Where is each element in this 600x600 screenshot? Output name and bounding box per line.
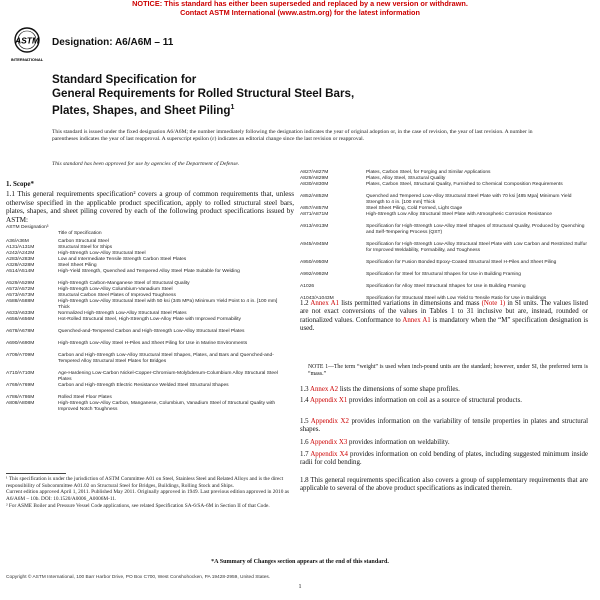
spec-designation: A786/A786M	[6, 395, 35, 400]
svg-text:ASTM: ASTM	[14, 35, 40, 46]
spec-designation: A573/A573M	[6, 293, 35, 298]
title-line-3: Plates, Shapes, and Sheet Piling	[52, 103, 231, 117]
paragraph-1-8: 1.8 This general requirements specification also covers a group of supplementary requirements that are applicable to several of the above product specifications as indicated therein.	[300, 477, 588, 493]
notice-line-2: Contact ASTM International (www.astm.org) for the latest information	[180, 7, 420, 17]
spec-designation: A131/A131M	[6, 245, 35, 250]
defense-approval-note: This standard has been approved for use by agencies of the Department of Defense.	[52, 161, 240, 167]
spec-title: High-Strength Low-Alloy Steel H-Piles and Sheet Piling for Use in Marine Environments	[58, 341, 248, 346]
paragraph-1-3: 1.3 Annex A2 lists the dimensions of some shape profiles.	[300, 386, 460, 393]
spec-designation: A514/A514M	[6, 269, 35, 274]
spec-title: High-Strength Low-Alloy Carbon, Manganese, Columbium, Vanadium Steel of Structural Quality with Improved Notch Toughness	[58, 401, 276, 412]
spec-designation: A709/A709M	[6, 353, 35, 358]
copyright-line: Copyright © ASTM International, 100 Barr Harbor Drive, PO Box C700, West Conshohocken, PA 19428-2959, United States.	[6, 575, 271, 580]
title-line-2: General Requirements for Rolled Structural Steel Bars,	[52, 87, 355, 100]
spec-title: High-Strength Low-Alloy Structural Steel	[58, 251, 146, 256]
spec-designation: A945/A945M	[300, 242, 329, 247]
appendix-x2-link[interactable]: Appendix X2	[310, 418, 349, 425]
spec-designation: A710/A710M	[6, 371, 35, 376]
spec-designation: A656/A656M	[6, 317, 35, 322]
scope-heading: 1. Scope*	[6, 180, 34, 188]
paragraph-1-7: 1.7 Appendix X4 provides information on cold bending of plates, including suggested minimum inside radii for cold bending.	[300, 451, 588, 467]
spec-designation: A829/A829M	[300, 176, 329, 181]
spec-title: Carbon and High-Strength Electric Resistance Welded Steel Structural Shapes	[58, 383, 229, 388]
note-1-link[interactable]: (Note 1)	[481, 300, 506, 307]
spec-title: Quenched-and-Tempered Carbon and High-Strength Low-Alloy Structural Steel Plates	[58, 329, 245, 334]
spec-designation: A827/A827M	[300, 170, 329, 175]
spec-designation: A857/A857M	[300, 206, 329, 211]
spec-title: High-Yield Strength, Quenched and Tempered Alloy Steel Plate Suitable for Welding	[58, 269, 240, 274]
spec-title: Low and Intermediate Tensile Strength Carbon Steel Plates	[58, 257, 187, 262]
spec-designation: A852/A852M	[300, 194, 329, 199]
svg-text:INTERNATIONAL: INTERNATIONAL	[10, 57, 44, 62]
spec-designation: A328/A328M	[6, 263, 35, 268]
spec-title: Specification for Fusion Bonded Epoxy-Coated Structural Steel H-Piles and Sheet Piling	[366, 260, 557, 265]
spec-title: Specification for Structural Steel with Low Yield to Tensile Ratio for Use in Buildings	[366, 296, 547, 301]
spec-designation: A633/A633M	[6, 311, 35, 316]
paragraph-1-4: 1.4 Appendix X1 provides information on coil as a source of structural products.	[300, 397, 523, 404]
summary-of-changes-note: *A Summary of Changes section appears at the end of this standard.	[211, 559, 389, 565]
spec-designation: A871/A871M	[300, 212, 329, 217]
paragraph-1-6: 1.6 Appendix X3 provides information on weldability.	[300, 439, 450, 446]
notice-line-1: NOTICE: This standard has either been superseded and replaced by a new version or withdrawn.	[132, 0, 468, 8]
appendix-x1-link[interactable]: Appendix X1	[309, 397, 348, 404]
spec-title: Plates, Alloy Steel, Structural Quality	[366, 176, 446, 181]
title-footnote-ref[interactable]: 1	[230, 104, 235, 111]
spec-title: Structural Steel for Ships	[58, 245, 113, 250]
appendix-x3-link[interactable]: Appendix X3	[309, 439, 348, 446]
spec-title: High-Strength Low-Alloy Columbium-Vanadium Steel	[58, 287, 173, 292]
spec-designation: A769/A769M	[6, 383, 35, 388]
spec-title: Normalized High-Strength Low-Alloy Structural Steel Plates	[58, 311, 187, 316]
spec-title: Quenched and Tempered Low-Alloy Structural Steel Plate with 70 ksi [485 Mpa] Minimum Yield Strength to 4 in. [100 mm] Thick	[366, 194, 572, 205]
note-1: NOTE 1—The term “weight” is used when inch-pound units are the standard; however, under SI, the preferred term is “mass.”	[308, 364, 588, 377]
footnotes	[6, 476, 294, 510]
spec-designation: A283/A283M	[6, 257, 35, 262]
spec-title: Plates, Carbon Steel, for Forging and Similar Applications	[366, 170, 491, 175]
spec-title: Steel Sheet Piling	[58, 263, 97, 268]
footnote-1: ¹ This specification is under the jurisdiction of ASTM Committee A01 on Steel, Stainless Steel and Related Alloys and is the direct responsibility of Subcommittee A01.02 on Structural Steel for Bridges, Buildings, Rolling Stock and Ships.	[6, 476, 284, 489]
spec-designation: A830/A830M	[300, 182, 329, 187]
spec-designation: A588/A588M	[6, 299, 35, 304]
astm-logo	[10, 26, 44, 70]
spec-title: Age-Hardening Low-Carbon Nickel-Copper-Chromium-Molybdenum-Columbium Alloy Structural Steel Plates	[58, 371, 278, 382]
spec-title: High-Strength Carbon-Manganese Steel of Structural Quality	[58, 281, 190, 286]
spec-title: Specification for High-Strength Low-Alloy Structural Steel Plate with Low Carbon and Restricted Sulfur for Improved Weldability, Formability, and Toughness	[366, 242, 588, 253]
spec-designation: A808/A808M	[6, 401, 35, 406]
designation: Designation: A6/A6M – 11	[52, 37, 174, 48]
page-number: 1	[298, 584, 302, 590]
scope-paragraph: 1.1 This general requirements specification² covers a group of common requirements that, unless otherwise specified in the applicable product specification, apply to rolled structural steel bars, plates, shapes, and sheet piling covered by each of the following product specifications issued by ASTM:	[6, 190, 294, 224]
spec-title: Rolled Steel Floor Plates	[58, 395, 112, 400]
footnote-divider	[6, 473, 66, 474]
header-designation: ASTM Designation³	[6, 225, 49, 230]
spec-title: Hot-Rolled Structural Steel, High-Strength Low-Alloy Plate with Improved Formability	[58, 317, 241, 322]
footnote-1-edition: Current edition approved April 1, 2011. Published May 2011. Originally approved in 1949. Last previous edition approved in 2010 as A6/A6M – 10b. DOI: 10.1520/A0006_A0006M-11.	[6, 489, 290, 503]
header-title: Title of Specification	[58, 231, 102, 236]
footnote-2: ² For ASME Boiler and Pressure Vessel Code applications, see related Specification SA-6/SA-6M in Section II of that Code.	[6, 502, 270, 509]
annex-a1-link[interactable]: Annex A1	[402, 316, 431, 324]
spec-title: Plates, Carbon Steel, Structural Quality, Furnished to Chemical Composition Requirements	[366, 182, 563, 187]
document-title	[52, 73, 382, 118]
spec-title: High-Strength Low-Alloy Structural Steel with 50 ksi (345 MPa) Minimum Yield Point to 4 in. [100 mm] Thick	[58, 299, 278, 310]
spec-title: Carbon Structural Steel	[58, 239, 109, 244]
spec-title: Structural Carbon Steel Plates of Improved Toughness	[58, 293, 176, 298]
spec-designation: A529/A529M	[6, 281, 35, 286]
spec-title: Specification for Steel for Structural Shapes for Use in Building Framing	[366, 272, 521, 277]
spec-table-left	[6, 225, 296, 455]
spec-designation: A992/A992M	[300, 272, 329, 277]
spec-designation: A1026	[300, 284, 315, 289]
annex-a2-link[interactable]: Annex A2	[309, 386, 339, 393]
spec-designation: A36/A36M	[6, 239, 29, 244]
paragraph-1-2: 1.2 Annex A1 lists permitted variations in dimensions and mass (Note 1) in SI units. The values listed are not exact conversions of the values in Tables 1 to 31 inclusive but are, instead, rounded or rationalized values. Conformance to Annex A1 is mandatory when the “M” specification designation is used.	[300, 300, 588, 333]
title-line-1: Standard Specification for	[52, 73, 197, 86]
spec-designation: A242/A242M	[6, 251, 35, 256]
spec-title: Specification for Alloy Steel Structural Shapes for Use in Building Framing	[366, 284, 526, 289]
standard-issue-note: This standard is issued under the fixed designation A6/A6M; the number immediately following the designation indicates the year of original adoption or, in the case of revision, the year of last revision. A number in parentheses indicates the year of last reapproval. A superscript epsilon (ε) indicates an editorial change since the last revision or reapproval.	[52, 129, 533, 142]
spec-title: Specification for High-Strength Low-Alloy Steel Shapes of Structural Quality, Produced by Quenching and Self-Tempering Process (QST)	[366, 224, 585, 235]
spec-title: High-Strength Low Alloy Structural Steel Plate with Atmospheric Corrosion Resistance	[366, 212, 552, 217]
spec-title: Steel Sheet Piling, Cold Formed, Light Gage	[366, 206, 463, 211]
spec-designation: A678/A678M	[6, 329, 35, 334]
spec-designation: A950/A950M	[300, 260, 329, 265]
annex-a1-link[interactable]: Annex A1	[310, 300, 340, 307]
spec-title: Carbon and High-Strength Low-Alloy Structural Steel Shapes, Plates, and Bars and Quenched-and-Tempered Alloy Structural Steel Plates for Bridges	[58, 353, 274, 364]
spec-designation: A1043/A1043M	[300, 296, 334, 301]
spec-designation: A690/A690M	[6, 341, 35, 346]
spec-designation: A913/A913M	[300, 224, 329, 229]
paragraph-1-5: 1.5 Appendix X2 provides information on the variability of tensile properties in plates and structural shapes.	[300, 418, 588, 434]
withdrawal-notice	[0, 0, 600, 17]
appendix-x4-link[interactable]: Appendix X4	[310, 451, 348, 458]
spec-designation: A572/A572M	[6, 287, 35, 292]
